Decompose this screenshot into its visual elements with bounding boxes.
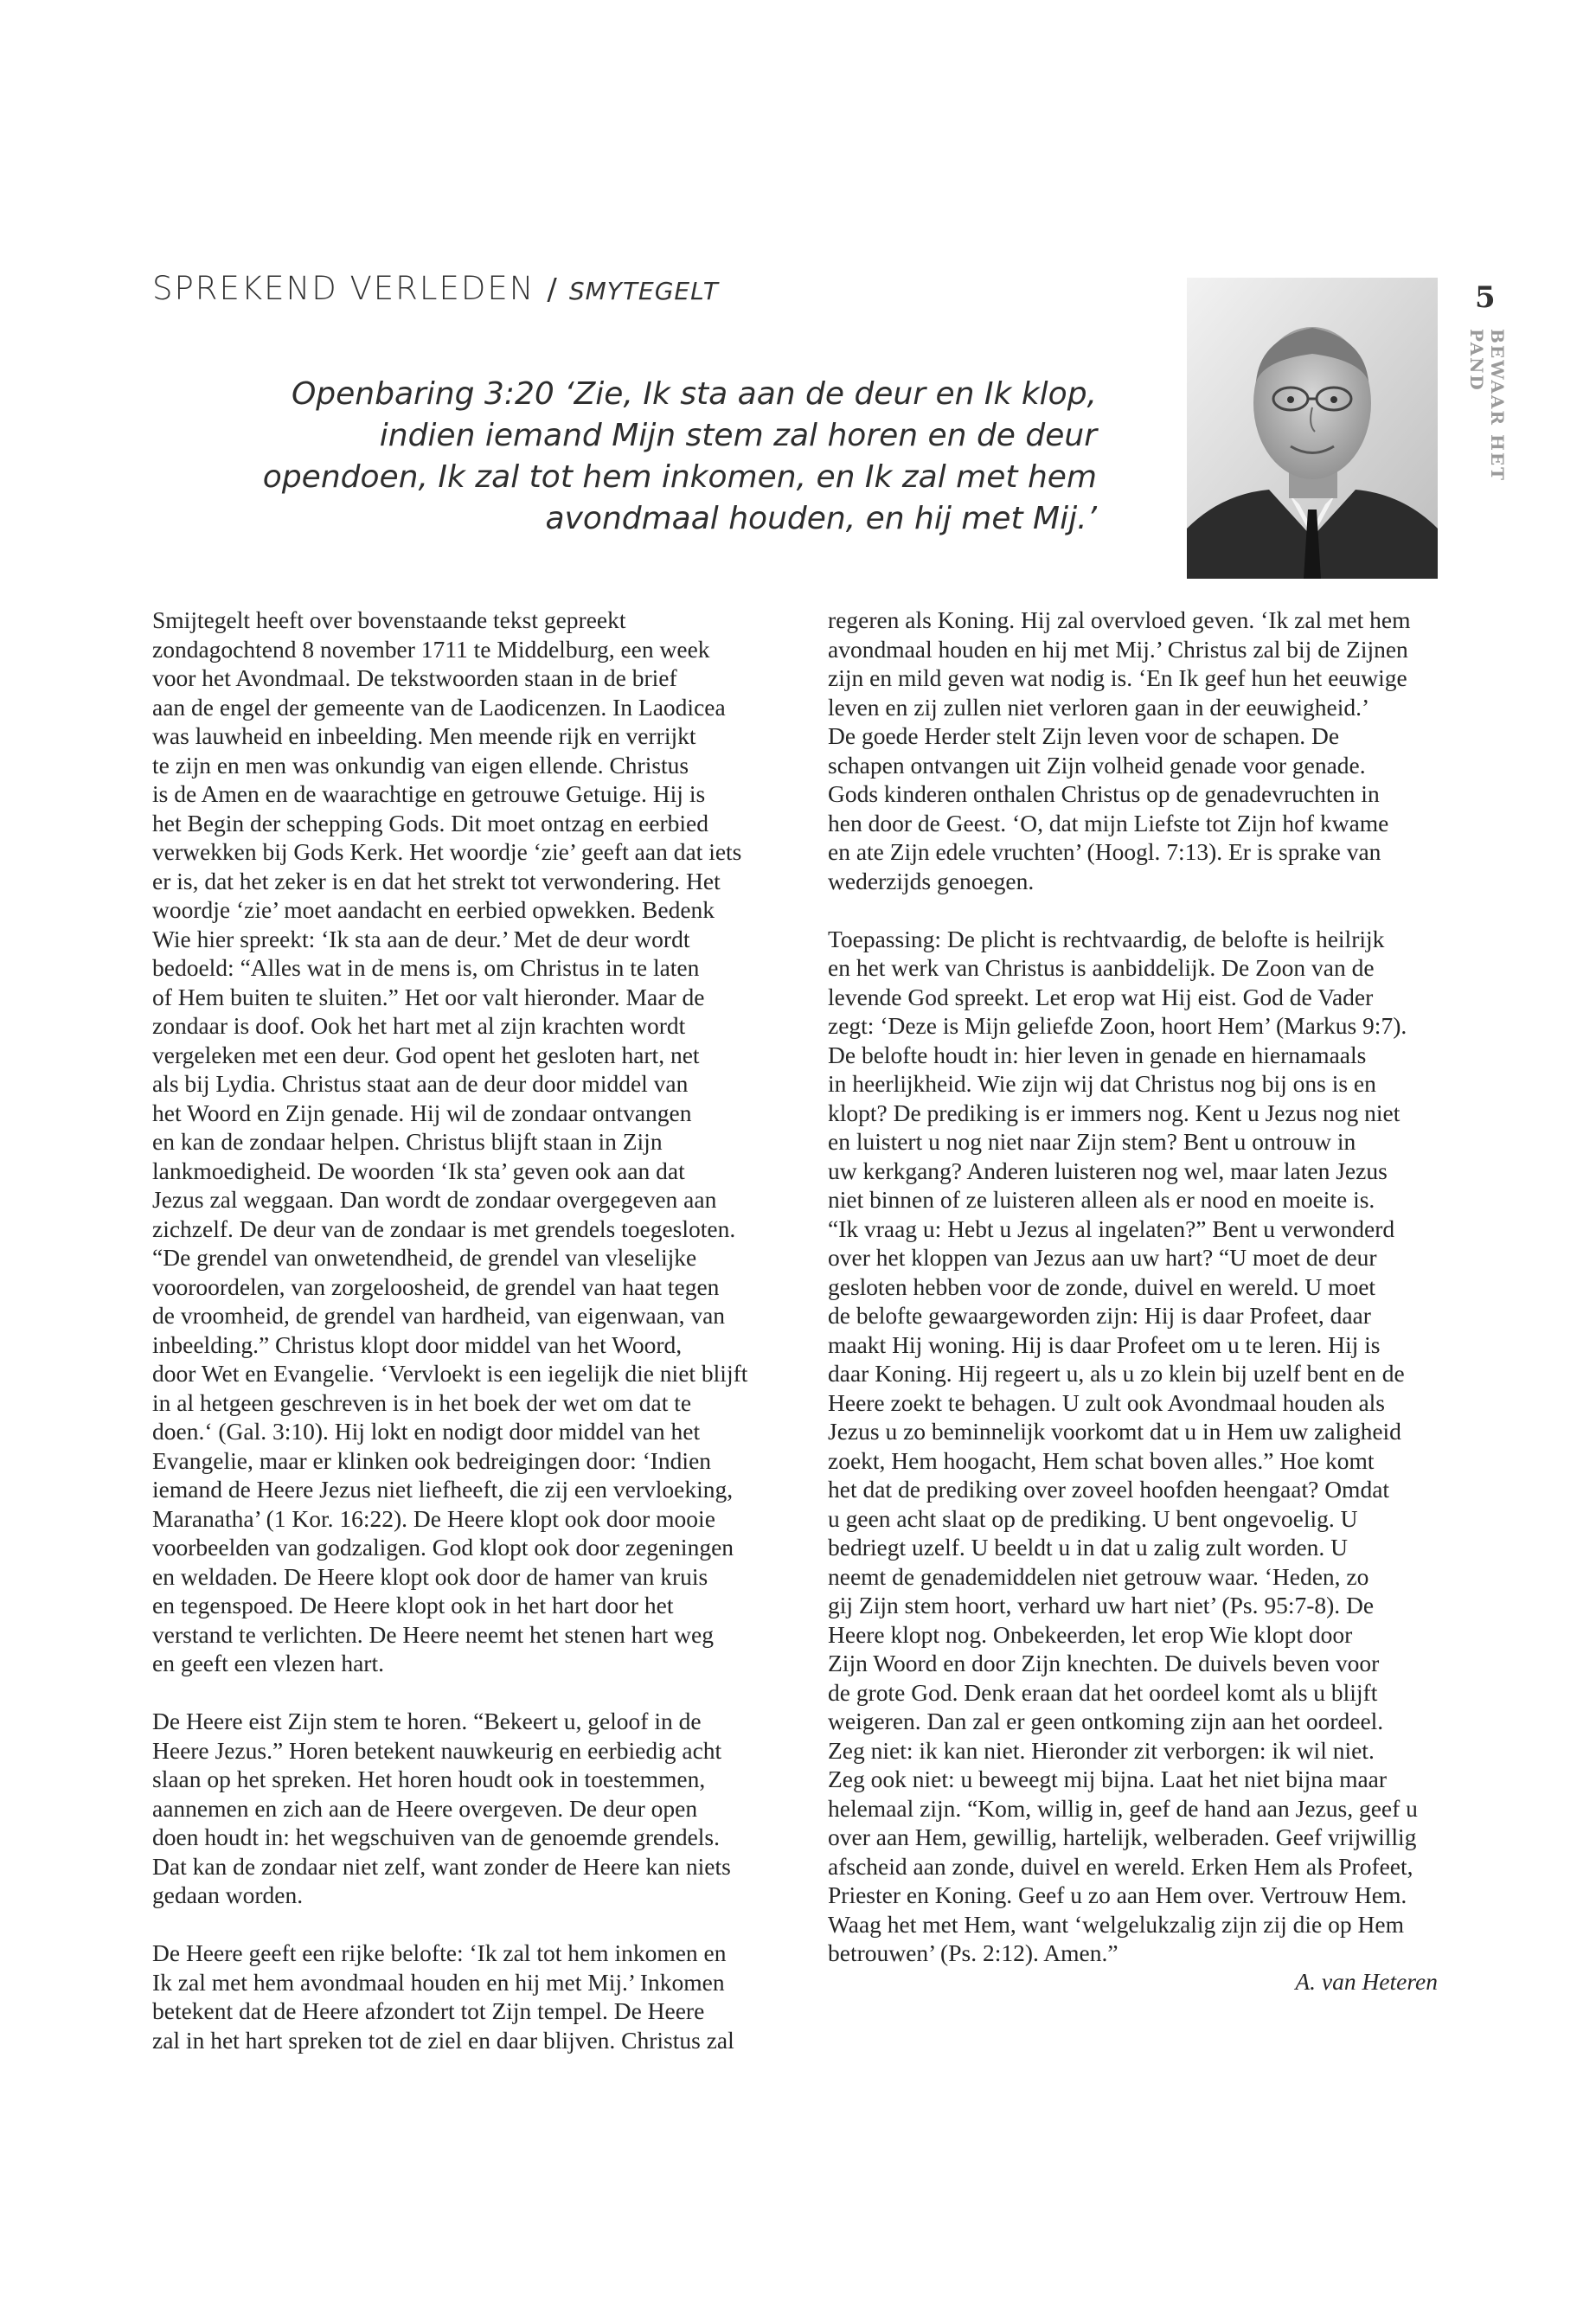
header-separator: / (547, 272, 557, 307)
author-photo (1187, 278, 1438, 579)
page-number: 5 (1475, 280, 1496, 315)
left-column (152, 606, 775, 2084)
paragraph: De Heere eist Zijn stem te horen. “Bekeert u, geloof in de Heere Jezus.” Horen betekent nauwkeurig en eerbiedig acht slaan op het spreken. Het horen houdt ook in toestemmen, aannemen en zich aan de Heere overgeven. De deur open doen houdt in: het wegschuiven van de genoemde grendels. Dat kan de zondaar niet zelf, want zonder de Heere kan niets gedaan worden. (152, 1708, 731, 1908)
paragraph: regeren als Koning. Hij zal overvloed geven. ‘Ik zal met hem avondmaal houden en hij met Mij.’ Christus zal bij de Zijnen zijn en mild geven wat nodig is. ‘En Ik geef hun het eeuwige leven en zij zullen niet verloren gaan in der eeuwigheid.’ De goede Herder stelt Zijn leven voor de schapen. De schapen ontvangen uit Zijn volheid genade voor genade. Gods kinderen onthalen Christus op de genadevruchten in hen door de Geest. ‘O, dat mijn Liefste tot Zijn hof kwame en ate Zijn edele vruchten’ (Hoogl. 7:13). Er is sprake van wederzijds genoegen. (828, 606, 1411, 894)
author-signature: A. van Heteren (1295, 1968, 1438, 1995)
section-subtitle: SMYTEGELT (568, 277, 719, 305)
section-title: SPREKEND VERLEDEN (152, 270, 535, 307)
paragraph: Smijtegelt heeft over bovenstaande tekst gepreekt zondagochtend 8 november 1711 te Middelburg, een week voor het Avondmaal. De tekstwoorden staan in de brief aan de engel der gemeente van de Laodicenzen. In Laodicea was lauwheid en inbeelding. Men meende rijk en verrijkt te zijn en men was onkundig van eigen ellende. Christus is de Amen en de waarachtige en getrouwe Getuige. Hij is het Begin der schepping Gods. Dit moet ontzag en eerbied verwekken bij Gods Kerk. Het woordje ‘zie’ geeft aan dat iets er is, dat het zeker is en dat het strekt tot verwondering. Het woordje ‘zie’ moet aandacht en eerbied opwekken. Bedenk Wie hier spreekt: ‘Ik sta aan de deur.’ Met de deur wordt bedoeld: “Alles wat in de mens is, om Christus in te laten of Hem buiten te sluiten.” Het oor valt hieronder. Maar de zondaar is doof. Ook het hart met al zijn krachten wordt vergeleken met een deur. God opent het gesloten hart, net als bij Lydia. Christus staat aan de deur door middel van het Woord en Zijn genade. Hij wil de zondaar ontvangen en kan de zondaar helpen. Christus blijft staan in Zijn lankmoedigheid. De woorden ‘Ik sta’ geven ook aan dat Jezus zal weggaan. Dan wordt de zondaar overgegeven aan zichzelf. De deur van de zondaar is met grendels toegesloten. “De grendel van onwetendheid, de grendel van vleselijke vooroordelen, van zorgeloosheid, de grendel van haat tegen de vroomheid, de grendel van hardheid, van eigenwaan, van inbeelding.” Christus klopt door middel van het Woord, door Wet en Evangelie. ‘Vervloekt is een iegelijk die niet blijft in al hetgeen geschreven is in het boek der wet om dat te doen.‘ (Gal. 3:10). Hij lokt en nodigt door middel van het Evangelie, maar er klinken ook bedreigingen door: ‘Indien iemand de Heere Jezus niet liefheeft, die zij een vervloeking, Maranatha’ (1 Kor. 16:22). De Heere klopt ook door mooie voorbeelden van godzaligen. God klopt ook door zegeningen en weldaden. De Heere klopt ook door de hamer van kruis en tegenspoed. De Heere klopt ook in het hart door het verstand te verlichten. De Heere neemt het stenen hart weg en geeft een vlezen hart. (152, 606, 748, 1676)
scripture-quote: Openbaring 3:20 ‘Zie, Ik sta aan de deur en Ik klop, indien iemand Mijn stem zal horen en de deur opendoen, Ik zal tot hem inkomen, en Ik zal met hem avondmaal houden, en hij met Mij.’ (262, 376, 1097, 536)
right-column (828, 606, 1451, 1997)
portrait-image (1187, 278, 1438, 579)
paragraph: De Heere geeft een rijke belofte: ‘Ik zal tot hem inkomen en Ik zal met hem avondmaal houden en hij met Mij.’ Inkomen betekent dat de Heere afzondert tot Zijn tempel. De Heere zal in het hart spreken tot de ziel en daar blijven. Christus zal (152, 1939, 734, 2054)
section-header (152, 270, 931, 307)
running-head: BEWAAR HET PAND (1466, 329, 1508, 482)
paragraph: Toepassing: De plicht is rechtvaardig, de belofte is heilrijk en het werk van Christus is aanbiddelijk. De Zoon van de levende God spreekt. Let erop wat Hij eist. God de Vader zegt: ‘Deze is Mijn geliefde Zoon, hoort Hem’ (Markus 9:7). De belofte houdt in: hier leven in genade en hiernamaals in heerlijkheid. Wie zijn wij dat Christus nog bij ons is en klopt? De prediking is er immers nog. Kent u Jezus nog niet en luistert u nog niet naar Zijn stem? Bent u ontrouw in uw kerkgang? Anderen luisteren nog wel, maar laten Jezus niet binnen of ze luisteren alleen als er nood en moeite is. “Ik vraag u: Hebt u Jezus al ingelaten?” Bent u verwonderd over het kloppen van Jezus aan uw hart? “U moet de deur gesloten hebben voor de zonde, duivel en wereld. U moet de belofte gewaargeworden zijn: Hij is daar Profeet, daar maakt Hij woning. Hij is daar Profeet om u te leren. Hij is daar Koning. Hij regeert u, als u zo klein bij uzelf bent en de Heere zoekt te behagen. U zult ook Avondmaal houden als Jezus u zo beminnelijk voorkomt dat u in Hem uw zaligheid zoekt, Hem hoogacht, Hem schat boven alles.” Hoe komt het dat de prediking over zoveel hoofden heengaat? Omdat u geen acht slaat op de prediking. U bent ongevoelig. U bedriegt uzelf. U beeldt u in dat u zalig zult worden. U neemt de genademiddelen niet getrouw waar. ‘Heden, zo gij Zijn stem hoort, verhard uw hart niet’ (Ps. 95:7-8). De Heere klopt nog. Onbekeerden, let erop Wie klopt door Zijn Woord en door Zijn knechten. De duivels beven voor de grote God. Denk eraan dat het oordeel komt als u blijft weigeren. Dan zal er geen ontkoming zijn aan het oordeel. Zeg niet: ik kan niet. Hieronder zit verborgen: ik wil niet. Zeg ook niet: u beweegt mij bijna. Laat het niet bijna maar helemaal zijn. “Kom, willig in, geef de hand aan Jezus, geef u over aan Hem, gewillig, hartelijk, welberaden. Geef vrijwillig afscheid aan zonde, duivel en wereld. Erken Hem als Profeet, Priester en Koning. Geef u zo aan Hem over. Vertrouw Hem. Waag het met Hem, want ‘welgelukzalig zijn zij die op Hem betrouwen’ (Ps. 2:12). Amen.” (828, 925, 1418, 1966)
